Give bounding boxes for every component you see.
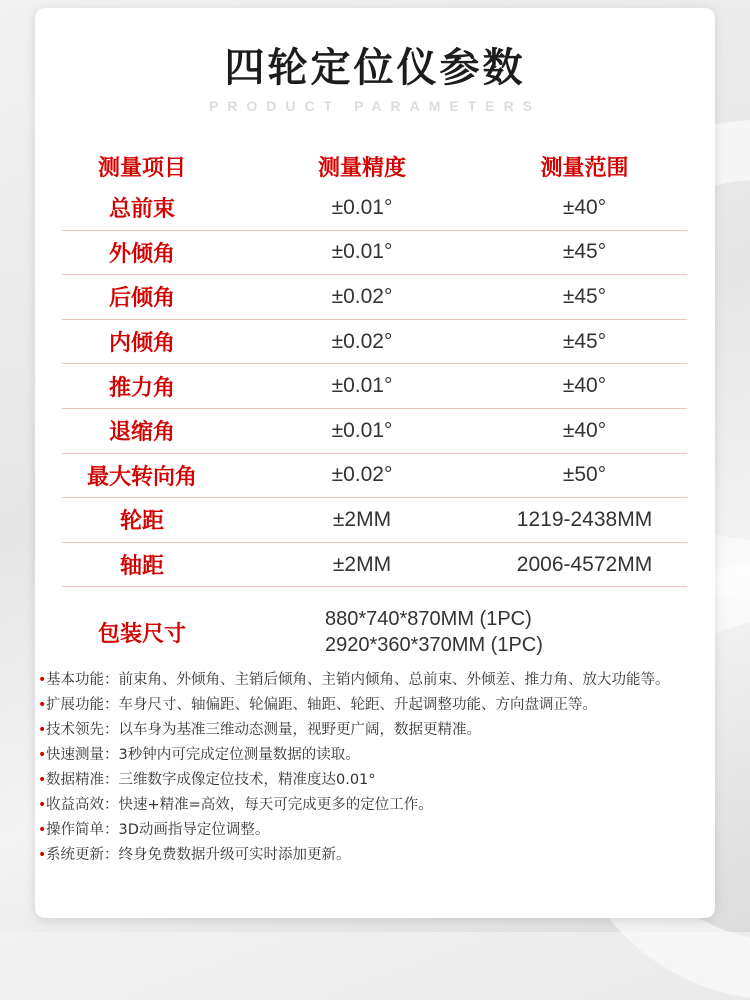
packing-size-line: 2920*360*370MM (1PC) [325,634,543,657]
feature-text: 前束角、外倾角、主销后倾角、主销内倾角、总前束、外倾差、推力角、放大功能等。 [118,672,670,688]
feature-text: 3秒钟内可完成定位测量数据的读取。 [118,747,360,763]
feature-list [38,668,678,868]
table-row [62,454,687,499]
row-item: 最大转向角 [86,464,197,490]
feature-text: 以车身为基准三维动态测量，视野更广阔，数据更精准。 [118,722,481,738]
row-precision: ±0.01° [331,195,393,219]
row-range: ±45° [562,329,607,353]
bullet-icon: • [38,747,47,763]
bullet-icon: • [38,822,47,838]
table-row [62,543,687,588]
row-precision: ±0.02° [331,463,393,487]
header-precision: 测量精度 [317,155,406,181]
bullet-icon: • [38,847,47,863]
table-row [62,409,687,454]
feature-text: 终身免费数据升级可实时添加更新。 [118,847,351,863]
packing-sizes [325,587,543,677]
header-range: 测量范围 [540,155,629,181]
row-item: 轮距 [119,509,164,535]
page-subtitle: PRODUCT PARAMETERS [208,98,542,114]
feature-label: 数据精准： [46,772,119,788]
feature-label: 扩展功能： [46,697,119,713]
table-header-row [62,146,687,186]
row-item: 外倾角 [108,241,175,267]
row-precision: ±0.02° [331,284,393,308]
row-precision: ±0.01° [331,374,393,398]
feature-item [38,793,678,818]
feature-label: 快速测量： [46,747,119,763]
page-title: 四轮定位仪参数 [224,45,526,91]
header-item: 测量项目 [97,155,186,181]
row-range: 1219-2438MM [516,507,653,531]
row-range: ±50° [562,463,607,487]
row-item: 退缩角 [108,420,175,446]
bullet-icon: • [38,772,47,788]
row-range: ±40° [562,418,607,442]
row-range: ±45° [562,240,607,264]
bullet-icon: • [38,672,47,688]
row-precision: ±0.01° [331,418,393,442]
feature-label: 技术领先： [46,722,119,738]
row-precision: ±2MM [332,507,392,531]
feature-label: 收益高效： [46,797,119,813]
feature-item [38,818,678,843]
row-range: 2006-4572MM [516,552,653,576]
feature-item [38,843,678,868]
feature-item [38,693,678,718]
row-precision: ±0.01° [331,240,393,264]
feature-label: 操作简单： [46,822,119,838]
row-range: ±45° [562,284,607,308]
bullet-icon: • [38,722,47,738]
row-precision: ±2MM [332,552,392,576]
bullet-icon: • [38,697,47,713]
table-row [62,186,687,231]
feature-item [38,668,678,693]
feature-label: 系统更新： [46,847,119,863]
feature-item [38,718,678,743]
feature-item [38,743,678,768]
row-item: 轴距 [119,554,164,580]
table-row [62,320,687,365]
packing-label: 包装尺寸 [97,621,186,647]
row-item: 总前束 [108,197,175,223]
parameters-table [62,146,687,677]
feature-text: 3D动画指导定位调整。 [118,822,270,838]
table-row [62,364,687,409]
feature-text: 车身尺寸、轴偏距、轮偏距、轴距、轮距、升起调整功能、方向盘调正等。 [118,697,597,713]
row-range: ±40° [562,195,607,219]
feature-text: 三维数字成像定位技术，精准度达0.01° [118,772,376,788]
bullet-icon: • [38,797,47,813]
row-item: 推力角 [108,375,175,401]
feature-label: 基本功能： [46,672,119,688]
table-row [62,231,687,276]
table-row [62,275,687,320]
feature-text: 快速+精准=高效，每天可完成更多的定位工作。 [118,797,433,813]
packing-row [62,587,687,677]
feature-item [38,768,678,793]
row-item: 后倾角 [108,286,175,312]
row-range: ±40° [562,374,607,398]
packing-size-line: 880*740*870MM (1PC) [325,608,532,631]
row-item: 内倾角 [108,331,175,357]
row-precision: ±0.02° [331,329,393,353]
table-row [62,498,687,543]
